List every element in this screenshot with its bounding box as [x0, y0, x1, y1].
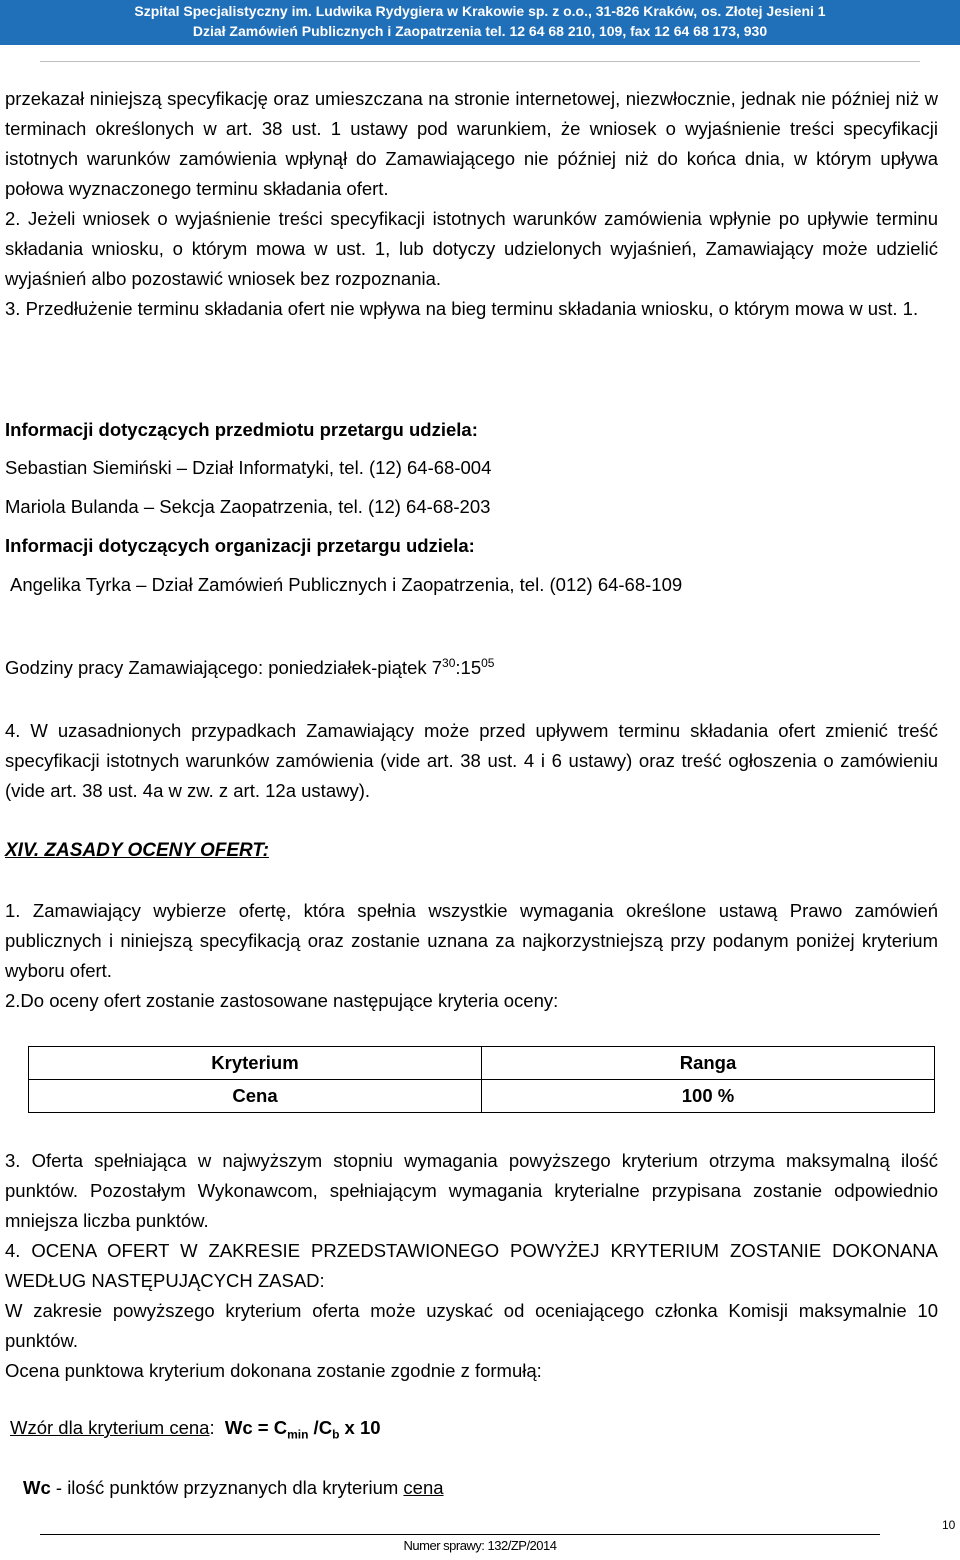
working-hours-end-minutes: 05	[481, 656, 495, 670]
subject-contact-heading: Informacji dotyczących przedmiotu przetargu udziela:	[5, 419, 478, 440]
intro-paragraph-1: przekazał niniejszą specyfikację oraz umieszczana na stronie internetowej, niezwłocznie, jednak nie później niż w terminach określonych w art. 38 ust. 1 ustawy pod warunkiem, że wniosek o wyjaśnienie treści specyfikacji istotnych warunków zamówienia wpłynął do Zamawiającego nie później niż do końca dnia, w którym upływa połowa wyznaczonego terminu składania ofert.	[5, 88, 938, 199]
table-row	[29, 1080, 935, 1113]
header-line-2: Dział Zamówień Publicznych i Zaopatrzenia tel. 12 64 68 210, 109, fax 12 64 68 173, 930	[192, 23, 768, 39]
section-xiv-title: XIV. ZASADY OCENY OFERT:	[5, 840, 269, 861]
section-xiv-intro	[5, 896, 938, 1016]
footer-divider	[40, 1534, 880, 1535]
subject-contact-1: Sebastian Siemiński – Dział Informatyki, tel. (12) 64-68-004	[5, 457, 492, 478]
section-xiv-paragraph-2: 2.Do oceny ofert zostanie zastosowane następujące kryteria oceny:	[5, 990, 559, 1011]
criteria-table-header	[29, 1047, 935, 1080]
intro-paragraph-3: 3. Przedłużenie terminu składania ofert nie wpływa na bieg terminu składania wniosku, o którym mowa w ust. 1.	[5, 298, 919, 319]
formula	[10, 1415, 945, 1448]
page-header	[0, 0, 960, 45]
wc-definition	[23, 1475, 958, 1501]
formula-min-subscript: min	[287, 1427, 309, 1442]
criteria-table	[28, 1046, 935, 1113]
intro-block	[5, 84, 938, 324]
criteria-cell-criterion: Cena	[29, 1080, 482, 1113]
formula-multiplier: x 10	[339, 1417, 381, 1438]
section-xiv-paragraph-1: 1. Zamawiający wybierze ofertę, która spełnia wszystkie wymagania określone ustawą Prawo zamówień publicznych i niniejszą specyfikacją oraz zostanie uznana za najkorzystniejszą przy podanym poniżej kryterium wyboru ofert.	[5, 900, 938, 981]
formula-wc: Wc = C	[224, 1417, 288, 1438]
working-hours-start-minutes: 30	[442, 656, 456, 670]
formula-divide: /C	[308, 1417, 333, 1438]
intro-paragraph-2: 2. Jeżeli wniosek o wyjaśnienie treści specyfikacji istotnych warunków zamówienia wpłynie po upływie terminu składania wniosku, o którym mowa w ust. 1, lub dotyczy udzielonych wyjaśnień, Zamawiający może udzielić wyjaśnień albo pozostawić wniosek bez rozpoznania.	[5, 208, 938, 289]
working-hours	[5, 650, 940, 681]
header-divider	[40, 61, 920, 62]
org-contact-1: Angelika Tyrka – Dział Zamówień Publicznych i Zaopatrzenia, tel. (012) 64-68-109	[10, 574, 683, 595]
org-contact-heading: Informacji dotyczących organizacji przetargu udziela:	[5, 535, 475, 556]
criteria-header-criterion: Kryterium	[29, 1047, 482, 1080]
subject-contact-2: Mariola Bulanda – Sekcja Zaopatrzenia, tel. (12) 64-68-203	[5, 496, 491, 517]
section-xiv-paragraph-4c: Ocena punktowa kryterium dokonana zostanie zgodnie z formułą:	[5, 1360, 542, 1381]
point-4	[5, 716, 938, 806]
page-number: 10	[942, 1518, 956, 1532]
section-xiv-paragraph-4b: W zakresie powyższego kryterium oferta może uzyskać od oceniającego członka Komisji maksymalnie 10 punktów.	[5, 1300, 938, 1351]
working-hours-text: Godziny pracy Zamawiającego: poniedziałek-piątek 7	[5, 657, 443, 679]
wc-term: Wc	[23, 1477, 51, 1498]
section-xiv-paragraph-3: 3. Oferta spełniająca w najwyższym stopniu wymagania powyższego kryterium otrzyma maksymalną ilość punktów. Pozostałym Wykonawcom, spełniającym wymagania kryterialne przypisana zostanie odpowiednio mniejsza liczba punktów.	[5, 1150, 938, 1231]
point-4-text: 4. W uzasadnionych przypadkach Zamawiający może przed upływem terminu składania ofert zmienić treść specyfikacji istotnych warunków zamówienia (vide art. 38 ust. 4 i 6 ustawy) oraz treść ogłoszenia o zamówieniu (vide art. 38 ust. 4a w zw. z art. 12a ustawy).	[5, 720, 938, 801]
formula-label: Wzór dla kryterium cena	[10, 1417, 210, 1438]
section-xiv-paragraph-4a: 4. OCENA OFERT W ZAKRESIE PRZEDSTAWIONEGO POWYŻEJ KRYTERIUM ZOSTANIE DOKONANA WEDŁUG NASTĘPUJĄCYCH ZASAD:	[5, 1240, 938, 1291]
criteria-header-rank: Ranga	[482, 1047, 935, 1080]
case-number: Numer sprawy: 132/ZP/2014	[403, 1538, 557, 1553]
working-hours-end: :15	[455, 657, 482, 679]
header-line-1: Szpital Specjalistyczny im. Ludwika Rydygiera w Krakowie sp. z o.o., 31-826 Kraków, os. Złotej Jesieni 1	[134, 3, 826, 19]
formula-b-subscript: b	[332, 1427, 340, 1442]
formula-expression	[224, 1417, 381, 1442]
wc-criterion-link: cena	[403, 1477, 444, 1498]
wc-description: - ilość punktów przyznanych dla kryterium	[50, 1477, 404, 1498]
formula-colon: :	[209, 1417, 215, 1438]
criteria-cell-rank: 100 %	[482, 1080, 935, 1113]
section-xiv-rules	[5, 1146, 938, 1386]
